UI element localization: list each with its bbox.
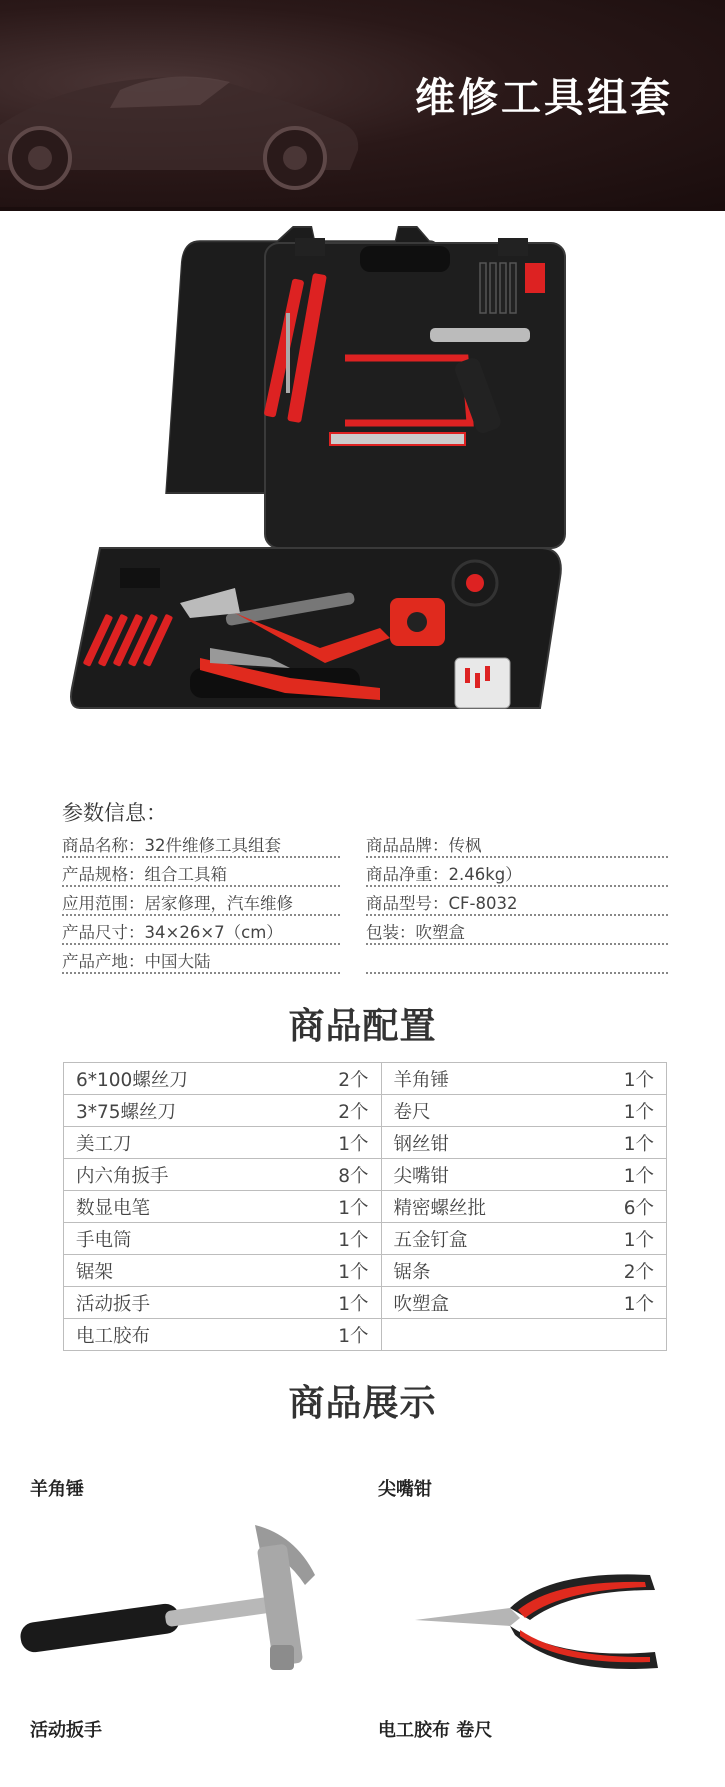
item-name: 数显电笔 [64, 1191, 291, 1223]
item-qty: 2个 [290, 1095, 381, 1127]
item-qty: 2个 [290, 1063, 381, 1095]
item-name: 电工胶布 [64, 1319, 291, 1351]
config-table [63, 1062, 667, 1351]
item-name: 手电筒 [64, 1223, 291, 1255]
showcase-label-pliers: 尖嘴钳 [378, 1479, 432, 1500]
param-dimensions: 产品尺寸：34×26×7（cm） [62, 921, 340, 945]
claw-hammer-image [15, 1515, 325, 1675]
item-name [381, 1319, 575, 1351]
item-qty: 6个 [575, 1191, 666, 1223]
item-name: 吹塑盒 [381, 1287, 575, 1319]
config-heading: 商品配置 [288, 1006, 437, 1047]
table-row [64, 1287, 667, 1319]
param-product-name: 商品名称：32件维修工具组套 [62, 834, 340, 858]
item-qty [575, 1319, 666, 1351]
table-row [64, 1319, 667, 1351]
banner-divider-gap [0, 211, 725, 215]
param-usage: 应用范围：居家修理，汽车维修 [62, 892, 340, 916]
table-row [64, 1191, 667, 1223]
showcase-label-hammer: 羊角锤 [30, 1479, 84, 1500]
item-qty: 1个 [290, 1255, 381, 1287]
param-spec: 产品规格：组合工具箱 [62, 863, 340, 887]
item-qty: 1个 [575, 1287, 666, 1319]
item-name: 锯条 [381, 1255, 575, 1287]
param-packaging: 包装：吹塑盒 [366, 921, 668, 945]
param-weight: 商品净重：2.46kg） [366, 863, 668, 887]
param-origin: 产品产地：中国大陆 [62, 950, 340, 974]
item-qty: 1个 [290, 1287, 381, 1319]
item-name: 6*100螺丝刀 [64, 1063, 291, 1095]
item-name: 钢丝钳 [381, 1127, 575, 1159]
item-name: 五金钉盒 [381, 1223, 575, 1255]
item-qty: 1个 [575, 1095, 666, 1127]
item-qty: 1个 [290, 1223, 381, 1255]
table-row [64, 1127, 667, 1159]
item-qty: 1个 [575, 1159, 666, 1191]
item-qty: 1个 [575, 1127, 666, 1159]
item-qty: 1个 [575, 1223, 666, 1255]
item-qty: 1个 [290, 1319, 381, 1351]
sports-car-silhouette-icon [0, 30, 420, 200]
item-qty: 2个 [575, 1255, 666, 1287]
param-model: 商品型号：CF-8032 [366, 892, 668, 916]
table-row [64, 1223, 667, 1255]
param-brand: 商品品牌：传枫 [366, 834, 668, 858]
item-name: 羊角锤 [381, 1063, 575, 1095]
param-empty [366, 950, 668, 974]
item-name: 内六角扳手 [64, 1159, 291, 1191]
item-name: 卷尺 [381, 1095, 575, 1127]
needle-nose-pliers-image [410, 1560, 665, 1680]
item-name: 美工刀 [64, 1127, 291, 1159]
header-banner [0, 0, 725, 207]
item-qty: 1个 [575, 1063, 666, 1095]
params-heading: 参数信息： [62, 801, 167, 825]
item-name: 活动扳手 [64, 1287, 291, 1319]
item-name: 3*75螺丝刀 [64, 1095, 291, 1127]
showcase-label-wrench: 活动扳手 [30, 1720, 102, 1741]
table-row [64, 1063, 667, 1095]
item-qty: 1个 [290, 1127, 381, 1159]
item-name: 尖嘴钳 [381, 1159, 575, 1191]
item-name: 锯架 [64, 1255, 291, 1287]
table-row [64, 1159, 667, 1191]
table-row [64, 1255, 667, 1287]
toolbox-set-image [60, 218, 620, 788]
banner-title: 维修工具组套 [415, 75, 673, 121]
showcase-heading: 商品展示 [288, 1383, 437, 1424]
showcase-label-tape: 电工胶布 卷尺 [378, 1720, 493, 1741]
item-qty: 8个 [290, 1159, 381, 1191]
item-name: 精密螺丝批 [381, 1191, 575, 1223]
table-row [64, 1095, 667, 1127]
item-qty: 1个 [290, 1191, 381, 1223]
